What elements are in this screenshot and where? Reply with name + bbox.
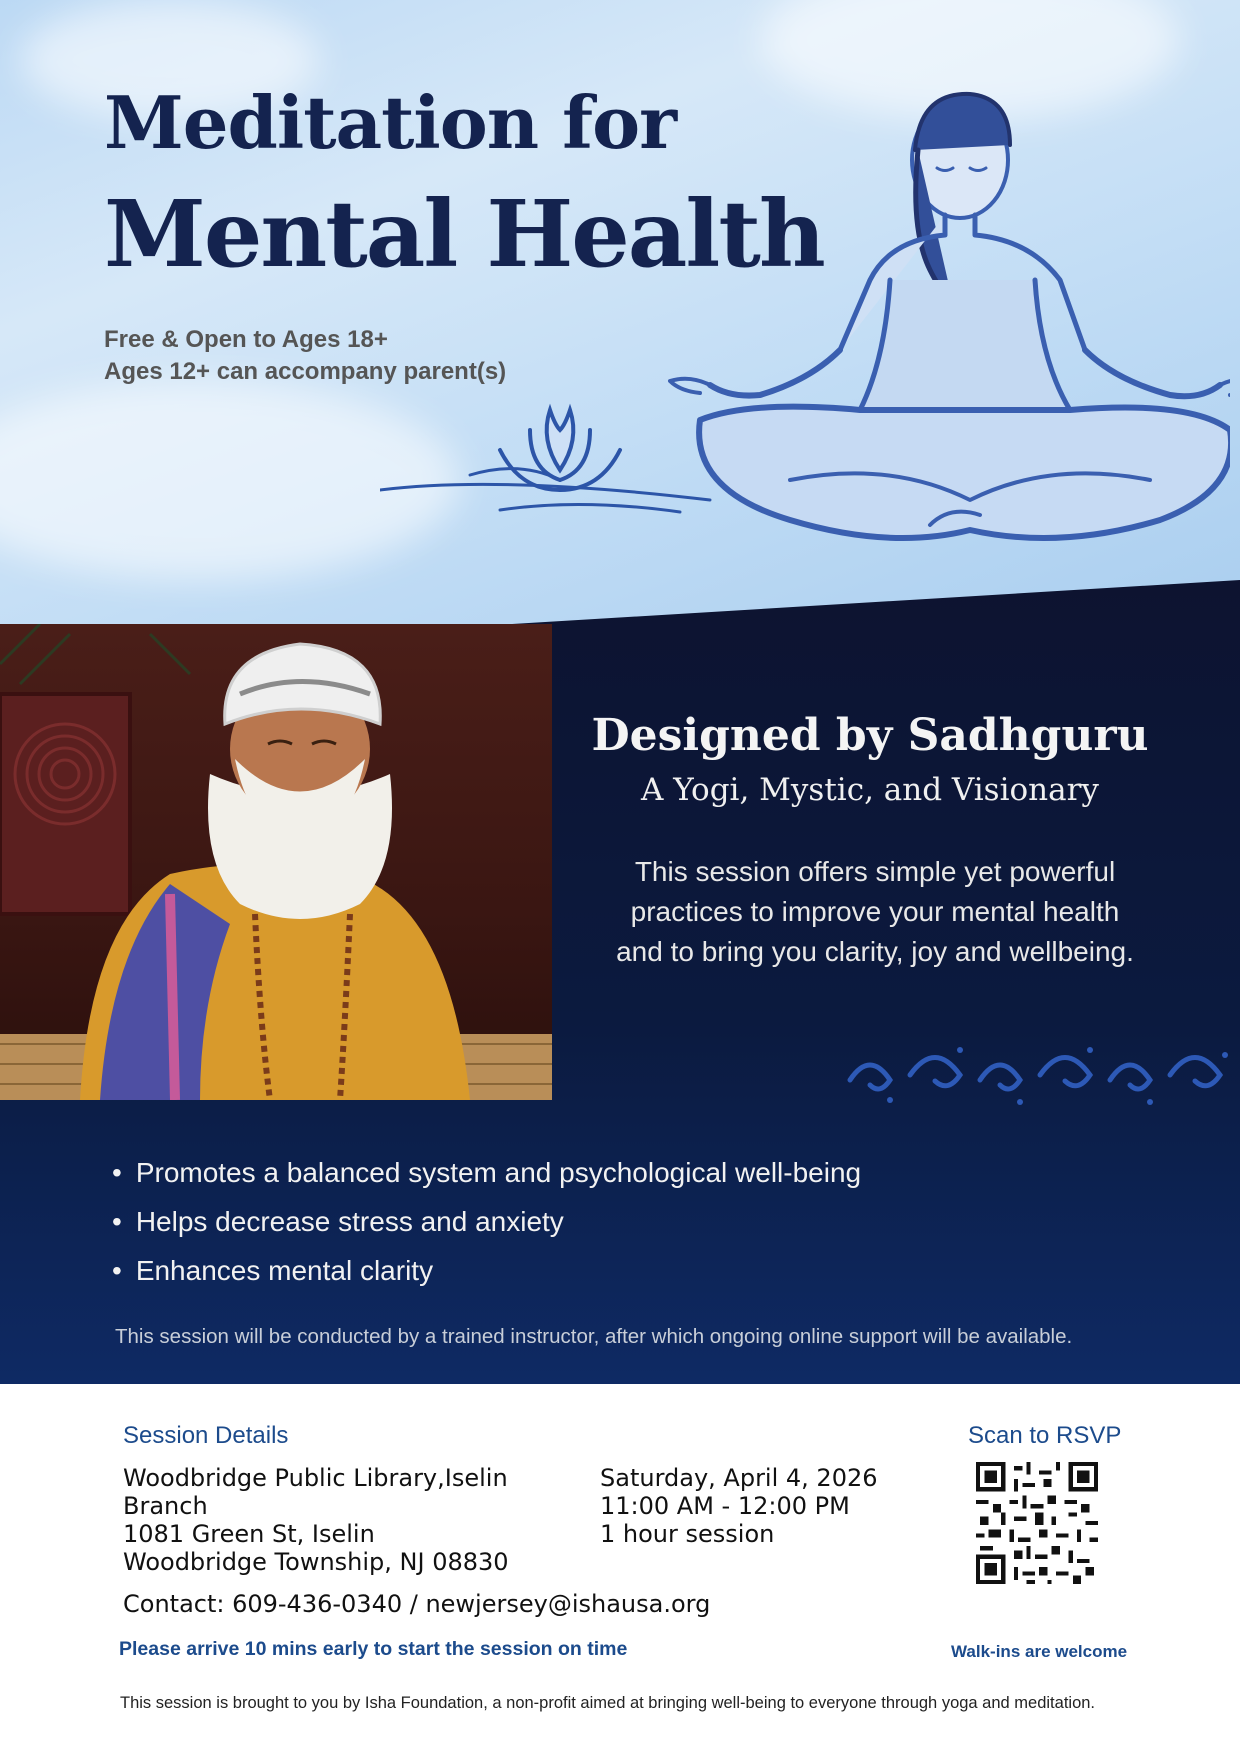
- rsvp-label: Scan to RSVP: [968, 1422, 1122, 1449]
- venue-line: 1081 Green St, Iselin: [123, 1520, 375, 1548]
- eligibility-line: Ages 12+ can accompany parent(s): [104, 358, 507, 385]
- contact-info: Contact: 609-436-0340 / newjersey@ishausa.org: [123, 1590, 711, 1618]
- instructor-note: This session will be conducted by a trained instructor, after which ongoing online support will be available.: [115, 1325, 1073, 1348]
- walkins-note: Walk-ins are welcome: [951, 1642, 1128, 1661]
- benefit-item: • Promotes a balanced system and psychological well-being: [112, 1148, 861, 1197]
- title-line-2: Mental Health: [104, 180, 824, 288]
- portrait-illustration: [0, 624, 552, 1100]
- feature-description-line: This session offers simple yet powerful: [634, 856, 1116, 887]
- eligibility-line: Free & Open to Ages 18+: [104, 326, 388, 353]
- venue-line: Branch: [123, 1492, 208, 1520]
- benefits-list: [112, 1148, 861, 1295]
- title-line-1: Meditation for: [104, 80, 677, 165]
- feature-description-line: practices to improve your mental health: [630, 896, 1120, 927]
- session-duration: 1 hour session: [600, 1520, 775, 1548]
- benefit-item: • Helps decrease stress and anxiety: [112, 1197, 861, 1246]
- feature-description-line: and to bring you clarity, joy and wellbeing.: [616, 936, 1134, 967]
- footer-note: This session is brought to you by Isha Foundation, a non-profit aimed at bringing well-being to everyone through yoga and meditation.: [120, 1694, 1096, 1712]
- session-details-heading: Session Details: [123, 1422, 289, 1449]
- feature-subtitle: A Yogi, Mystic, and Visionary: [641, 772, 1099, 808]
- venue-line: Woodbridge Public Library,Iselin: [123, 1464, 508, 1492]
- feature-title: Designed by Sadhguru: [591, 710, 1149, 761]
- eligibility-text: [104, 324, 506, 388]
- swirl-pattern-decoration: [830, 1030, 1240, 1120]
- arrival-note: Please arrive 10 mins early to start the session on time: [119, 1638, 628, 1660]
- feature-description: [560, 852, 1190, 972]
- rsvp-qr-code[interactable]: [976, 1462, 1098, 1584]
- lotus-illustration: [380, 380, 740, 540]
- venue-line: Woodbridge Township, NJ 08830: [123, 1548, 509, 1576]
- benefit-item: • Enhances mental clarity: [112, 1246, 861, 1295]
- sadhguru-photo: [0, 624, 552, 1100]
- session-date-time: [600, 1464, 878, 1548]
- venue-address: [123, 1464, 509, 1576]
- session-time: 11:00 AM - 12:00 PM: [600, 1492, 850, 1520]
- session-date: Saturday, April 4, 2026: [600, 1464, 878, 1492]
